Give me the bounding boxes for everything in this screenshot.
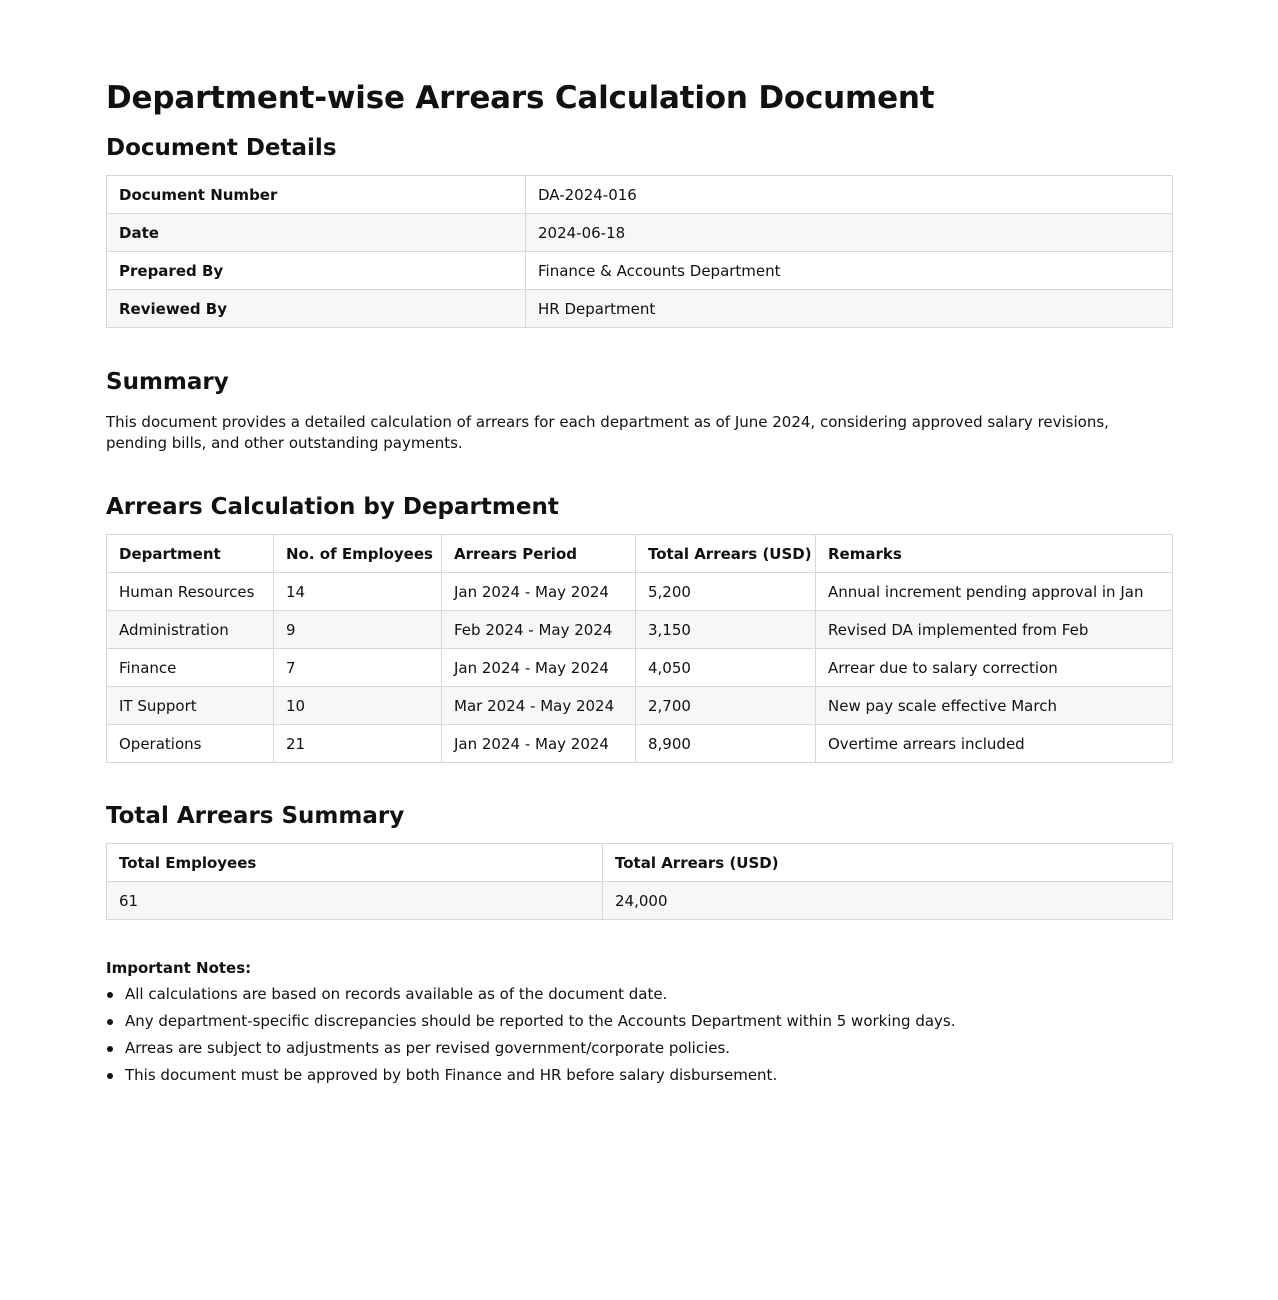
period-cell: Jan 2024 - May 2024 [442,725,636,763]
arrears-cell: 3,150 [636,611,816,649]
department-cell: IT Support [107,687,274,725]
remarks-cell: Overtime arrears included [816,725,1173,763]
notes-title: Important Notes: [106,959,252,977]
table-header-row [107,844,1173,882]
page-title: Department-wise Arrears Calculation Document [106,80,935,116]
totals-table [106,843,1173,920]
department-cell: Finance [107,649,274,687]
column-header: No. of Employees [274,535,442,573]
bullet-icon [107,992,113,998]
note-text: This document must be approved by both Finance and HR before salary disbursement. [125,1066,778,1084]
column-header: Arrears Period [442,535,636,573]
table-header-row [107,535,1173,573]
note-text: Arreas are subject to adjustments as per revised government/corporate policies. [125,1039,731,1057]
department-cell: Human Resources [107,573,274,611]
employees-cell: 10 [274,687,442,725]
document-details-heading: Document Details [106,135,337,161]
total-employees-value: 61 [107,882,603,920]
period-cell: Feb 2024 - May 2024 [442,611,636,649]
totals-heading: Total Arrears Summary [106,803,405,829]
table-row [107,649,1173,687]
detail-value: DA-2024-016 [526,176,1173,214]
note-text: All calculations are based on records available as of the document date. [125,985,668,1003]
department-cell: Administration [107,611,274,649]
period-cell: Mar 2024 - May 2024 [442,687,636,725]
table-row [107,290,1173,328]
arrears-cell: 5,200 [636,573,816,611]
table-row [107,687,1173,725]
table-row [107,611,1173,649]
column-header: Total Arrears (USD) [636,535,816,573]
column-header: Department [107,535,274,573]
column-header: Total Arrears (USD) [603,844,1173,882]
detail-label: Reviewed By [107,290,526,328]
summary-heading: Summary [106,369,229,395]
remarks-cell: Arrear due to salary correction [816,649,1173,687]
detail-label: Prepared By [107,252,526,290]
remarks-cell: Revised DA implemented from Feb [816,611,1173,649]
list-item [106,981,1172,1008]
department-cell: Operations [107,725,274,763]
arrears-cell: 4,050 [636,649,816,687]
detail-label: Document Number [107,176,526,214]
bullet-icon [107,1019,113,1025]
document-details-table [106,175,1173,328]
summary-paragraph: This document provides a detailed calculation of arrears for each department as of June 2024, considering approved salary revisions, pending bills, and other outstanding payments. [106,413,1109,452]
list-item [106,1062,1172,1089]
note-text: Any department-specific discrepancies should be reported to the Accounts Department within 5 working days. [125,1012,956,1030]
column-header: Remarks [816,535,1173,573]
detail-value: HR Department [526,290,1173,328]
employees-cell: 9 [274,611,442,649]
table-row [107,214,1173,252]
employees-cell: 21 [274,725,442,763]
table-row [107,573,1173,611]
list-item [106,1035,1172,1062]
table-row [107,176,1173,214]
arrears-table [106,534,1173,763]
column-header: Total Employees [107,844,603,882]
table-row [107,725,1173,763]
employees-cell: 7 [274,649,442,687]
arrears-cell: 2,700 [636,687,816,725]
employees-cell: 14 [274,573,442,611]
period-cell: Jan 2024 - May 2024 [442,573,636,611]
table-row [107,252,1173,290]
list-item [106,1008,1172,1035]
arrears-heading: Arrears Calculation by Department [106,494,559,520]
total-arrears-value: 24,000 [603,882,1173,920]
detail-label: Date [107,214,526,252]
arrears-cell: 8,900 [636,725,816,763]
remarks-cell: Annual increment pending approval in Jan [816,573,1173,611]
important-notes [106,958,1172,1089]
detail-value: 2024-06-18 [526,214,1173,252]
detail-value: Finance & Accounts Department [526,252,1173,290]
bullet-icon [107,1046,113,1052]
notes-list [106,981,1172,1089]
bullet-icon [107,1073,113,1079]
remarks-cell: New pay scale effective March [816,687,1173,725]
table-row [107,882,1173,920]
period-cell: Jan 2024 - May 2024 [442,649,636,687]
